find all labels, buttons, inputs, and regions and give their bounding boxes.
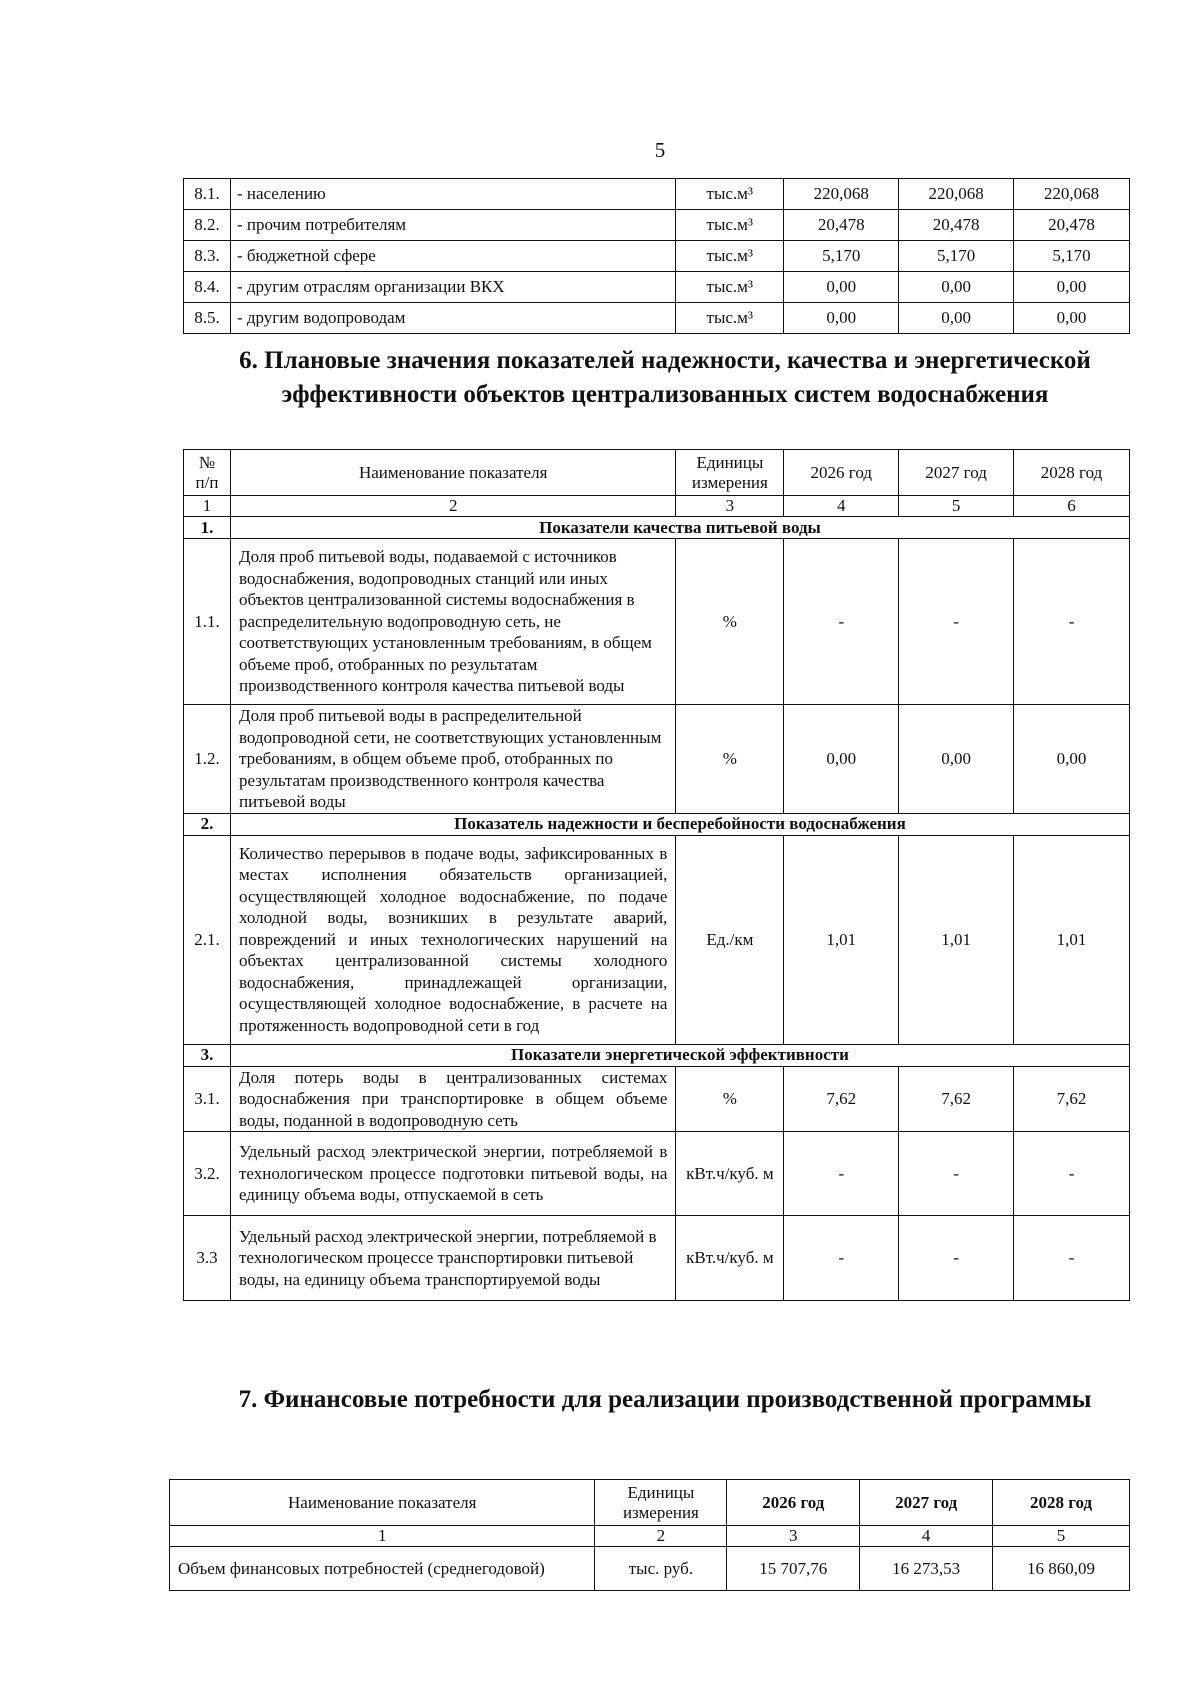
- header-2028: 2028 год: [993, 1480, 1130, 1526]
- group-title: Показатели качества питьевой воды: [230, 517, 1129, 539]
- indicator-name: Доля проб питьевой воды в распределительной водопроводной сети, не соответствующих установленным требованиям, в общем объеме проб, отобранных по результатам производственного контроля качества питьевой воды: [230, 705, 675, 814]
- value-2027: 7,62: [899, 1066, 1014, 1132]
- value-2026: 0,00: [784, 272, 899, 303]
- volume-table-continuation: [183, 178, 1130, 334]
- indicator-name: Количество перерывов в подаче воды, зафиксированных в местах исполнения обязательств организацией, осуществляющей холодное водоснабжение, по подаче холодной воды, возникших в результате аварий, повреждений и иных технологических нарушений на объектах централизованной системы холодного водоснабжения, принадлежащей организации, осуществляющей холодное водоснабжение, в расчете на протяженность водопроводной сети в год: [230, 835, 675, 1044]
- unit-cell: тыс.м³: [676, 241, 784, 272]
- page-number: 5: [654, 138, 666, 162]
- header-num: № п/п: [184, 450, 231, 496]
- header-row: [184, 450, 1130, 496]
- row-number: 3.2.: [184, 1132, 231, 1216]
- indicator-name: Доля потерь воды в централизованных системах водоснабжения при транспортировке в общем объеме воды, поданной в водопроводную сеть: [230, 1066, 675, 1132]
- row-number: 8.4.: [184, 272, 231, 303]
- table-row: [184, 1216, 1130, 1301]
- table-row: [184, 539, 1130, 705]
- value-2027: 220,068: [899, 179, 1014, 210]
- value-2026: 0,00: [784, 705, 899, 814]
- indicator-name: Доля проб питьевой воды, подаваемой с источников водоснабжения, водопроводных станций или иных объектов централизованной системы водоснабжения в распределительную водопроводную сеть, не соответствующих установленным требованиям, в общем объеме проб, отобранных по результатам производственного контроля качества питьевой воды: [230, 539, 675, 705]
- group-title: Показатель надежности и бесперебойности водоснабжения: [230, 813, 1129, 835]
- unit-cell: кВт.ч/куб. м: [676, 1132, 784, 1216]
- table-row: [184, 210, 1130, 241]
- value-2026: 5,170: [784, 241, 899, 272]
- table-row: [184, 705, 1130, 814]
- value-2028: -: [1014, 1132, 1130, 1216]
- value-2028: 220,068: [1014, 179, 1130, 210]
- header-name: Наименование показателя: [230, 450, 675, 496]
- value-2026: 0,00: [784, 303, 899, 334]
- unit-cell: кВт.ч/куб. м: [676, 1216, 784, 1301]
- table-row: [184, 1132, 1130, 1216]
- value-2026: 220,068: [784, 179, 899, 210]
- row-name: - бюджетной сфере: [230, 241, 675, 272]
- table-row: [184, 303, 1130, 334]
- value-2027: -: [899, 1216, 1014, 1301]
- column-numbers-row: [184, 496, 1130, 517]
- group-title: Показатели энергетической эффективности: [230, 1044, 1129, 1066]
- header-2027: 2027 год: [899, 450, 1014, 496]
- value-2026: 1,01: [784, 835, 899, 1044]
- row-name: - другим водопроводам: [230, 303, 675, 334]
- table-row: [184, 241, 1130, 272]
- value-2028: 7,62: [1014, 1066, 1130, 1132]
- indicator-name: Удельный расход электрической энергии, потребляемой в технологическом процессе подготовки питьевой воды, на единицу объема воды, отпускаемой в сеть: [230, 1132, 675, 1216]
- value-2026: -: [784, 539, 899, 705]
- header-row: [170, 1480, 1130, 1526]
- header-2028: 2028 год: [1014, 450, 1130, 496]
- value-2026: 15 707,76: [727, 1547, 860, 1591]
- table-row: [184, 1066, 1130, 1132]
- value-2027: 0,00: [899, 272, 1014, 303]
- row-number: 8.2.: [184, 210, 231, 241]
- group-number: 2.: [184, 813, 231, 835]
- column-number: 5: [899, 496, 1014, 517]
- value-2027: 20,478: [899, 210, 1014, 241]
- group-row: [184, 517, 1130, 539]
- value-2028: 0,00: [1014, 705, 1130, 814]
- column-number: 2: [595, 1526, 727, 1547]
- value-2026: 7,62: [784, 1066, 899, 1132]
- row-name: - населению: [230, 179, 675, 210]
- value-2026: -: [784, 1132, 899, 1216]
- row-number: 3.3: [184, 1216, 231, 1301]
- header-2027: 2027 год: [860, 1480, 993, 1526]
- unit-cell: %: [676, 705, 784, 814]
- value-2027: 0,00: [899, 303, 1014, 334]
- table-row: [170, 1547, 1130, 1591]
- table-row: [184, 835, 1130, 1044]
- row-number: 1.1.: [184, 539, 231, 705]
- column-number: 1: [170, 1526, 595, 1547]
- value-2027: -: [899, 539, 1014, 705]
- table-row: [184, 272, 1130, 303]
- header-2026: 2026 год: [727, 1480, 860, 1526]
- row-number: 2.1.: [184, 835, 231, 1044]
- financial-table: [169, 1479, 1130, 1591]
- value-2027: 16 273,53: [860, 1547, 993, 1591]
- unit-cell: Ед./км: [676, 835, 784, 1044]
- column-number: 3: [676, 496, 784, 517]
- value-2028: 0,00: [1014, 272, 1130, 303]
- column-numbers-row: [170, 1526, 1130, 1547]
- row-number: 8.1.: [184, 179, 231, 210]
- row-number: 1.2.: [184, 705, 231, 814]
- row-number: 8.5.: [184, 303, 231, 334]
- value-2028: 20,478: [1014, 210, 1130, 241]
- unit-cell: тыс. руб.: [595, 1547, 727, 1591]
- unit-cell: %: [676, 539, 784, 705]
- column-number: 3: [727, 1526, 860, 1547]
- section-6-heading: 6. Плановые значения показателей надежности, качества и энергетической эффективности объектов централизованных систем водоснабжения: [239, 347, 1091, 408]
- column-number: 4: [860, 1526, 993, 1547]
- value-2028: -: [1014, 1216, 1130, 1301]
- indicator-name: Объем финансовых потребностей (среднегодовой): [170, 1547, 595, 1591]
- row-number: 8.3.: [184, 241, 231, 272]
- group-row: [184, 1044, 1130, 1066]
- value-2028: 5,170: [1014, 241, 1130, 272]
- row-name: - прочим потребителям: [230, 210, 675, 241]
- unit-cell: тыс.м³: [676, 179, 784, 210]
- header-unit: Единицы измерения: [595, 1480, 727, 1526]
- column-number: 2: [230, 496, 675, 517]
- indicator-name: Удельный расход электрической энергии, потребляемой в технологическом процессе транспортировки питьевой воды, на единицу объема транспортируемой воды: [230, 1216, 675, 1301]
- unit-cell: %: [676, 1066, 784, 1132]
- value-2028: 1,01: [1014, 835, 1130, 1044]
- value-2027: 0,00: [899, 705, 1014, 814]
- value-2026: 20,478: [784, 210, 899, 241]
- value-2028: -: [1014, 539, 1130, 705]
- value-2026: -: [784, 1216, 899, 1301]
- header-2026: 2026 год: [784, 450, 899, 496]
- column-number: 5: [993, 1526, 1130, 1547]
- value-2028: 0,00: [1014, 303, 1130, 334]
- value-2028: 16 860,09: [993, 1547, 1130, 1591]
- row-number: 3.1.: [184, 1066, 231, 1132]
- unit-cell: тыс.м³: [676, 303, 784, 334]
- unit-cell: тыс.м³: [676, 210, 784, 241]
- value-2027: -: [899, 1132, 1014, 1216]
- section-7-heading: 7. Финансовые потребности для реализации производственной программы: [238, 1386, 1092, 1413]
- value-2027: 1,01: [899, 835, 1014, 1044]
- column-number: 6: [1014, 496, 1130, 517]
- value-2027: 5,170: [899, 241, 1014, 272]
- column-number: 4: [784, 496, 899, 517]
- row-name: - другим отраслям организации ВКХ: [230, 272, 675, 303]
- header-name: Наименование показателя: [170, 1480, 595, 1526]
- group-number: 1.: [184, 517, 231, 539]
- table-row: [184, 179, 1130, 210]
- group-number: 3.: [184, 1044, 231, 1066]
- indicators-table: [183, 449, 1130, 1301]
- unit-cell: тыс.м³: [676, 272, 784, 303]
- header-unit: Единицы измерения: [676, 450, 784, 496]
- group-row: [184, 813, 1130, 835]
- column-number: 1: [184, 496, 231, 517]
